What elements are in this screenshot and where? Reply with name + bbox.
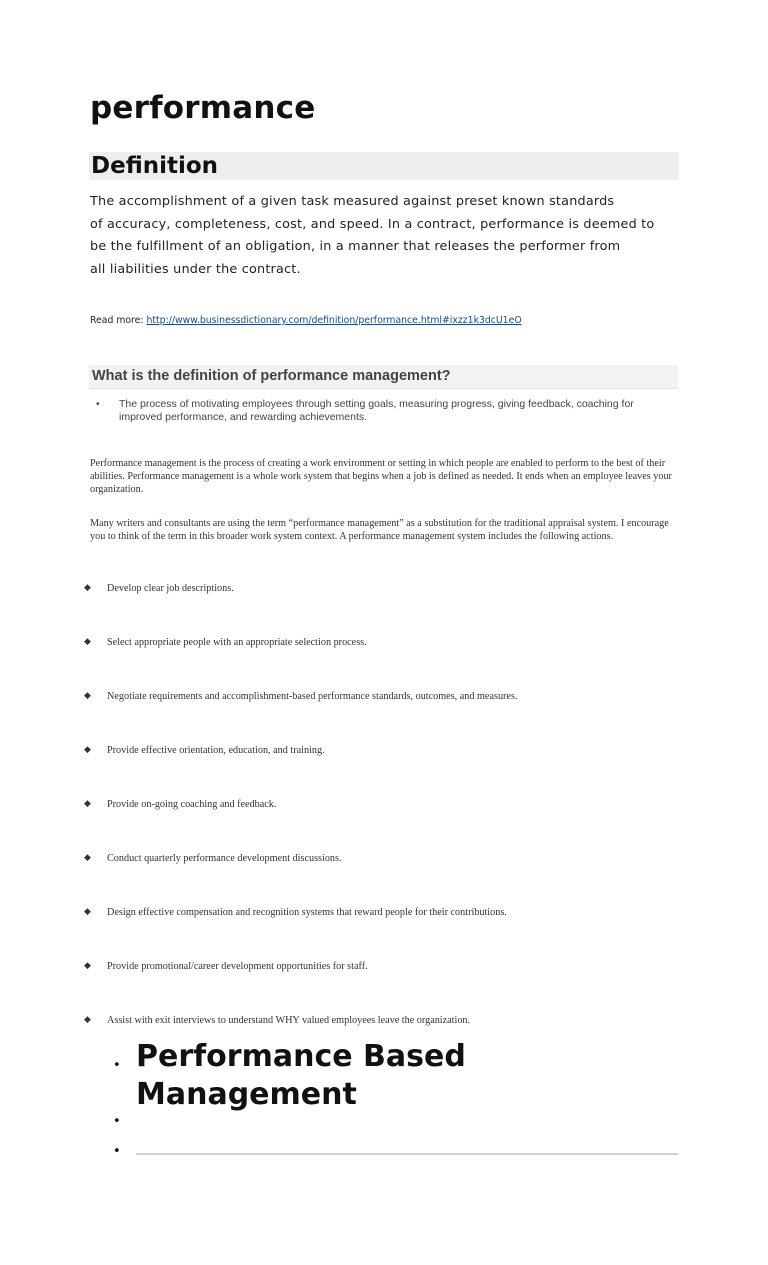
action-item-text: Provide promotional/career development opportunities for staff. [107, 961, 368, 972]
action-item-text: Design effective compensation and recognition systems that reward people for their contributions. [107, 907, 507, 918]
bullet-icon: ◆ [84, 690, 91, 700]
action-item-text: Provide effective orientation, education, and training. [107, 745, 325, 756]
definition-heading: Definition [89, 152, 679, 180]
page-title: performance [90, 90, 316, 126]
bullet-icon: ◆ [84, 582, 91, 592]
definition-line: of accuracy, completeness, cost, and speed. In a contract, performance is deemed to [90, 216, 655, 232]
question-bullet-text: The process of motivating employees through setting goals, measuring progress, giving feedback, coaching for improved performance, and rewarding achievements. [119, 398, 634, 423]
action-item-text: Negotiate requirements and accomplishment-based performance standards, outcomes, and measures. [107, 691, 518, 702]
definition-line: be the fulfillment of an obligation, in a manner that releases the performer from [90, 239, 621, 254]
action-item-text: Develop clear job descriptions. [107, 583, 234, 594]
action-item-text: Conduct quarterly performance development discussions. [107, 853, 342, 864]
bullet-icon: ◆ [84, 744, 91, 754]
action-item-text: Assist with exit interviews to understand WHY valued employees leave the organization. [107, 1015, 471, 1026]
horizontal-rule [136, 1153, 678, 1155]
section-heading: Performance Based Management [136, 1039, 466, 1112]
question-heading: What is the definition of performance management? [89, 365, 678, 389]
definition-line: The accomplishment of a given task measured against preset known standards [90, 194, 615, 209]
action-item-text: Select appropriate people with an appropriate selection process. [107, 637, 367, 648]
bullet-icon: • [113, 1058, 121, 1073]
bullet-icon: • [113, 1144, 121, 1159]
paragraph-1: Performance management is the process of creating a work environment or setting in which people are enabled to perform to the best of their abilities. Performance management is a whole work system that begins when a job is defined as needed. It ends when an employee leaves your organization. [90, 458, 672, 495]
definition-text [90, 191, 690, 281]
bullet-icon: • [113, 1114, 121, 1129]
read-more-label: Read more: [90, 315, 147, 326]
bullet-icon: ◆ [84, 852, 91, 862]
bullet-icon: ◆ [84, 798, 91, 808]
action-item-text: Provide on-going coaching and feedback. [107, 799, 277, 810]
bullet-icon: ◆ [84, 906, 91, 916]
bullet-icon: ◆ [84, 960, 91, 970]
bullet-icon: ◆ [84, 1014, 91, 1024]
read-more-link[interactable]: http://www.businessdictionary.com/definition/performance.html#ixzz1k3dcU1eO [146, 315, 522, 326]
definition-line: all liabilities under the contract. [90, 261, 301, 277]
bullet-icon: ◆ [84, 636, 91, 646]
read-more [90, 315, 522, 326]
paragraph-2: Many writers and consultants are using the term “performance management” as a substitution for the traditional appraisal system. I encourage you to think of the term in this broader work system context. A performance management system includes the following actions. [90, 518, 669, 542]
bullet-icon: • [96, 399, 100, 410]
